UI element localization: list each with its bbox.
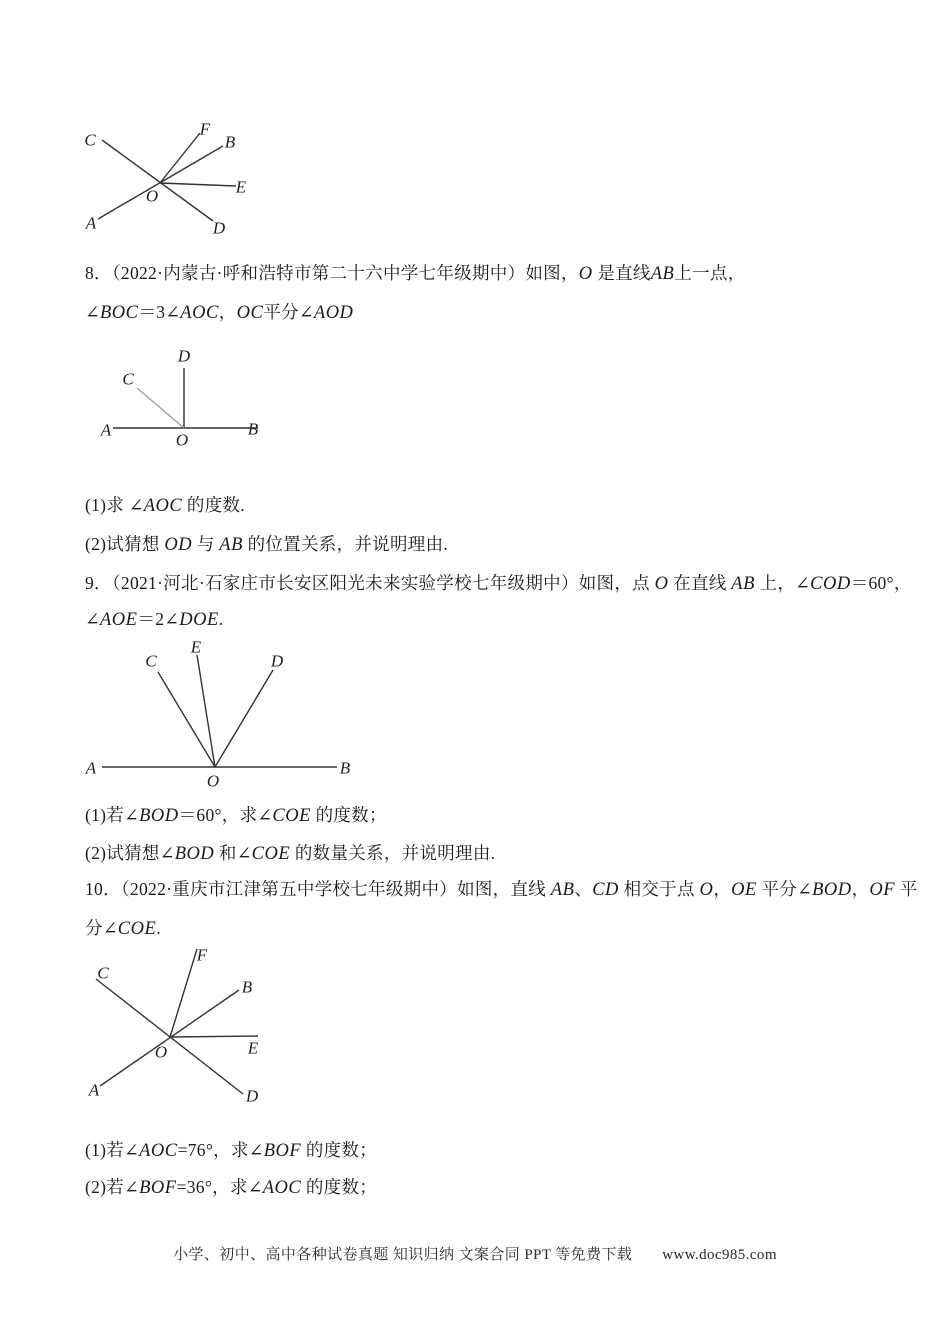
math-token: AOC — [139, 1141, 178, 1161]
text-token: ∠ — [124, 1177, 140, 1197]
text-token: 的度数； — [301, 1140, 378, 1160]
figure-point-label-D: D — [177, 346, 191, 366]
text-token: . — [156, 918, 161, 938]
text-token: ∠ — [124, 805, 140, 825]
problem-8-question-1 — [85, 494, 245, 518]
math-token: BOC — [99, 303, 139, 323]
text-token: 上， — [754, 573, 796, 593]
text-token: 平分 — [756, 879, 798, 899]
text-token: 相交于点 — [618, 879, 700, 899]
text-token: (2)试猜想 — [85, 534, 165, 554]
figure-line — [137, 388, 184, 428]
problem-9-intro-line-2 — [85, 608, 223, 632]
text-token: 在直线 — [668, 573, 732, 593]
text-token: ∠ — [298, 302, 314, 322]
figure-point-label-B: B — [224, 132, 236, 152]
figure-point-label-B: B — [241, 977, 253, 997]
math-token: O — [654, 574, 669, 594]
text-token: ＝60°， — [850, 573, 912, 593]
figure-point-label-O: O — [206, 771, 220, 791]
text-token: ∠ — [159, 843, 175, 863]
figure-point-label-A: A — [100, 420, 112, 440]
figure-point-label-D: D — [245, 1086, 259, 1106]
problem-8-intro-line-2 — [85, 301, 353, 325]
text-token: (1)求 — [85, 495, 129, 515]
text-token: 、 — [574, 879, 593, 899]
figure-point-label-E: E — [247, 1038, 259, 1058]
math-token: AB — [219, 535, 243, 555]
text-token: 是直线 — [592, 263, 651, 283]
footer-site-url[interactable]: www.doc985.com — [662, 1247, 777, 1263]
text-token: ∠ — [128, 495, 144, 515]
footer-slogan: 小学、初中、高中各种试卷真题 知识归纳 文案合同 PPT 等免费下载 — [173, 1247, 633, 1263]
text-token: 的度数； — [310, 805, 387, 825]
math-token: AOD — [313, 303, 354, 323]
text-token: =76°，求 — [177, 1140, 249, 1160]
figure-point-label-O: O — [145, 186, 159, 206]
figure-line — [158, 672, 215, 767]
text-token: ＝3 — [138, 302, 166, 322]
text-token: . — [218, 609, 224, 629]
figure-point-label-F: F — [196, 945, 208, 965]
text-token: ∠ — [85, 609, 100, 629]
figure-point-label-A: A — [85, 213, 97, 233]
math-token: OD — [164, 535, 193, 555]
text-token: ∠ — [247, 1177, 263, 1197]
text-token: 的数量关系，并说明理由. — [290, 843, 496, 863]
figure-point-label-E: E — [235, 177, 247, 197]
math-token: AB — [731, 574, 755, 594]
figure-line — [160, 133, 200, 183]
text-token: ∠ — [85, 302, 100, 322]
problem-9-intro-line-1 — [85, 572, 912, 596]
text-token: 9．（2021·河北·石家庄市长安区阳光未来实验学校七年级期中）如图，点 — [85, 573, 655, 593]
math-token: OF — [869, 880, 896, 900]
text-token: ∠ — [248, 1140, 264, 1160]
figure-line — [215, 670, 273, 767]
math-token: AOC — [262, 1178, 302, 1198]
math-token: BOF — [263, 1141, 302, 1161]
math-token: COE — [251, 844, 291, 864]
math-token: COE — [117, 919, 157, 939]
text-token: 分 — [85, 918, 103, 938]
figure-line — [160, 183, 236, 186]
figure-point-label-O: O — [154, 1042, 168, 1062]
math-token: BOF — [139, 1178, 177, 1198]
math-token: AOC — [180, 303, 219, 323]
problem-8-intro-line-1 — [85, 262, 746, 286]
text-token: ∠ — [102, 918, 118, 938]
figure-line — [100, 990, 239, 1086]
figure-point-label-B: B — [247, 419, 259, 439]
text-token: (1)若 — [85, 805, 125, 825]
text-token: ， — [851, 879, 870, 899]
problem-10-intro-line-1 — [85, 878, 918, 902]
figure-line — [197, 655, 215, 767]
math-token: COE — [272, 806, 311, 826]
math-token: CD — [592, 880, 619, 900]
figure-point-label-B: B — [339, 758, 351, 778]
text-token: (2)试猜想 — [85, 843, 160, 863]
figure-line — [170, 949, 197, 1037]
text-token: 和 — [214, 843, 237, 863]
figure-intersecting-lines-top — [75, 112, 275, 247]
math-token: O — [578, 264, 593, 284]
figure-line — [170, 1036, 258, 1037]
math-token: BOD — [174, 844, 215, 864]
figure-point-label-C: C — [97, 963, 109, 983]
math-token: OC — [236, 303, 264, 323]
text-token: ， — [713, 879, 732, 899]
text-token: =36°，求 — [176, 1177, 248, 1197]
figure-point-label-D: D — [270, 651, 284, 671]
problem-10-intro-line-2 — [85, 917, 161, 941]
figure-point-label-F: F — [199, 119, 211, 139]
math-token: DOE — [179, 610, 219, 630]
text-token: 平 — [895, 879, 918, 899]
text-token: ， — [218, 302, 237, 322]
figure-point-label-D: D — [212, 218, 226, 238]
text-token: ＝2 — [137, 609, 165, 629]
text-token: 平分 — [263, 302, 299, 322]
figure-problem-9 — [85, 637, 355, 791]
problem-10-question-2 — [85, 1176, 377, 1200]
math-token: AB — [550, 880, 575, 900]
figure-line — [102, 140, 213, 221]
text-token: ∠ — [164, 609, 180, 629]
figure-point-label-C: C — [84, 130, 96, 150]
text-token: 的度数； — [301, 1177, 378, 1197]
figure-point-label-E: E — [190, 637, 202, 657]
math-token: AOE — [99, 610, 138, 630]
text-token: ∠ — [795, 573, 811, 593]
figure-problem-10 — [80, 942, 280, 1107]
text-token: (2)若 — [85, 1177, 125, 1197]
math-token: BOD — [812, 880, 852, 900]
problem-9-question-2 — [85, 842, 495, 866]
problem-10-question-1 — [85, 1139, 377, 1163]
math-token: COD — [810, 574, 851, 594]
figure-point-label-C: C — [145, 651, 157, 671]
problem-8-question-2 — [85, 533, 448, 557]
figure-point-label-A: A — [85, 758, 97, 778]
figure-point-label-C: C — [122, 369, 134, 389]
text-token: ∠ — [236, 843, 252, 863]
text-token: ∠ — [257, 805, 273, 825]
text-token: 8．（2022·内蒙古·呼和浩特市第二十六中学七年级期中）如图， — [85, 263, 579, 283]
text-token: ∠ — [165, 302, 181, 322]
text-token: 的位置关系，并说明理由. — [242, 534, 449, 554]
text-token: ＝60°，求 — [178, 805, 258, 825]
text-token: ∠ — [797, 879, 813, 899]
text-token: 的度数. — [182, 495, 245, 515]
problem-9-question-1 — [85, 804, 387, 828]
page-footer — [0, 1243, 950, 1264]
math-token: BOD — [139, 806, 179, 826]
figure-point-label-A: A — [88, 1080, 100, 1100]
figure-point-label-O: O — [175, 430, 189, 450]
text-token: (1)若 — [85, 1140, 125, 1160]
math-token: O — [699, 880, 714, 900]
text-token: 与 — [192, 534, 220, 554]
math-token: AOC — [143, 496, 183, 516]
figure-problem-8 — [95, 345, 275, 450]
text-token: 上一点， — [674, 263, 746, 283]
math-token: AB — [650, 264, 675, 284]
text-token: ∠ — [124, 1140, 140, 1160]
math-token: OE — [731, 880, 757, 900]
text-token: 10．（2022·重庆市江津第五中学校七年级期中）如图，直线 — [85, 879, 551, 899]
